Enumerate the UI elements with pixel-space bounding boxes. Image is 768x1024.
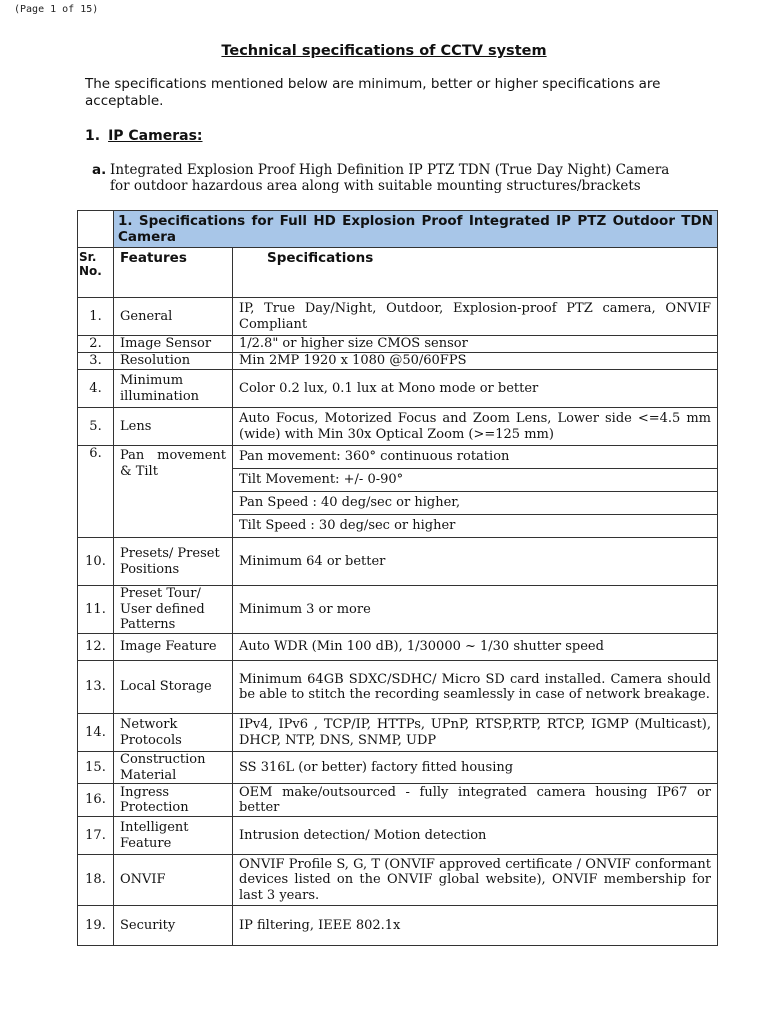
row-feature: Image Feature — [114, 634, 233, 661]
table-row — [78, 370, 718, 408]
table-row — [78, 538, 718, 586]
row-spec: Min 2MP 1920 x 1080 @50/60FPS — [233, 353, 718, 370]
table-row — [78, 855, 718, 906]
row-number: 13. — [78, 661, 114, 714]
row-feature: Security — [114, 906, 233, 946]
row-spec: Intrusion detection/ Motion detection — [233, 817, 718, 855]
row-feature: Network Protocols — [114, 714, 233, 752]
row-feature: Local Storage — [114, 661, 233, 714]
row-feature: Resolution — [114, 353, 233, 370]
column-header-row — [78, 248, 718, 298]
sub-item-line1: Integrated Explosion Proof High Definition IP PTZ TDN (True Day Night) Camera — [110, 162, 670, 178]
row-spec: 1/2.8" or higher size CMOS sensor — [233, 336, 718, 353]
table-title-cell — [114, 211, 718, 248]
table-row — [78, 353, 718, 370]
row-spec: IP, True Day/Night, Outdoor, Explosion-proof PTZ camera, ONVIF Compliant — [233, 298, 718, 336]
row-spec: Pan Speed : 40 deg/sec or higher, — [233, 492, 718, 515]
row-spec: Auto WDR (Min 100 dB), 1/30000 ~ 1/30 shutter speed — [233, 634, 718, 661]
section-heading — [85, 128, 203, 144]
row-spec: Minimum 64GB SDXC/SDHC/ Micro SD card installed. Camera should be able to stitch the recording seamlessly in case of network breakage. — [233, 661, 718, 714]
row-spec: Auto Focus, Motorized Focus and Zoom Lens, Lower side <=4.5 mm (wide) with Min 30x Optical Zoom (>=125 mm) — [233, 408, 718, 446]
table-row — [78, 714, 718, 752]
row-number: 18. — [78, 855, 114, 906]
section-title: IP Cameras: — [108, 128, 203, 144]
section-number: 1. — [85, 128, 101, 144]
row-feature: ONVIF — [114, 855, 233, 906]
spec-table — [77, 210, 718, 946]
table-title-number: 1. — [118, 213, 133, 229]
table-row — [78, 298, 718, 336]
col-header-sno: Sr. No. — [78, 248, 114, 298]
row-number: 6. — [78, 446, 114, 538]
row-feature: Minimum illumination — [114, 370, 233, 408]
row-feature: Intelligent Feature — [114, 817, 233, 855]
col-header-specifications: Specifications — [233, 248, 718, 298]
table-row — [78, 817, 718, 855]
row-feature: Image Sensor — [114, 336, 233, 353]
row-spec: OEM make/outsourced - fully integrated camera housing IP67 or better — [233, 784, 718, 817]
row-number: 16. — [78, 784, 114, 817]
table-row — [78, 752, 718, 784]
sub-item-marker: a. — [92, 162, 107, 178]
table-row — [78, 586, 718, 634]
row-spec: Color 0.2 lux, 0.1 lux at Mono mode or better — [233, 370, 718, 408]
col-header-features: Features — [114, 248, 233, 298]
page-marker: (Page 1 of 15) — [14, 4, 99, 15]
row-feature: Construction Material — [114, 752, 233, 784]
row-feature: Pan movement & Tilt — [114, 446, 233, 538]
table-row — [78, 408, 718, 446]
sub-item-line2: for outdoor hazardous area along with suitable mounting structures/brackets — [110, 178, 641, 194]
row-spec: Tilt Movement: +/- 0-90° — [233, 469, 718, 492]
row-spec: SS 316L (or better) factory fitted housing — [233, 752, 718, 784]
row-spec: IPv4, IPv6 , TCP/IP, HTTPs, UPnP, RTSP,RTP, RTCP, IGMP (Multicast), DHCP, NTP, DNS, SNMP, UDP — [233, 714, 718, 752]
row-number: 12. — [78, 634, 114, 661]
row-number: 2. — [78, 336, 114, 353]
table-row — [78, 336, 718, 353]
row-spec: Minimum 3 or more — [233, 586, 718, 634]
row-feature: Lens — [114, 408, 233, 446]
table-row — [78, 446, 718, 469]
row-number: 19. — [78, 906, 114, 946]
row-number: 1. — [78, 298, 114, 336]
table-row — [78, 634, 718, 661]
row-feature: Ingress Protection — [114, 784, 233, 817]
row-number: 14. — [78, 714, 114, 752]
row-spec: Minimum 64 or better — [233, 538, 718, 586]
row-number: 15. — [78, 752, 114, 784]
row-number: 10. — [78, 538, 114, 586]
table-title-row — [78, 211, 718, 248]
row-number: 17. — [78, 817, 114, 855]
table-row — [78, 784, 718, 817]
document-title: Technical specifications of CCTV system — [221, 43, 547, 59]
row-feature: Presets/ Preset Positions — [114, 538, 233, 586]
table-title: Specifications for Full HD Explosion Proof Integrated IP PTZ Outdoor TDN Camera — [118, 213, 714, 245]
row-number: 5. — [78, 408, 114, 446]
row-spec: ONVIF Profile S, G, T (ONVIF approved certificate / ONVIF conformant devices listed on the ONVIF global website), ONVIF membership for last 3 years. — [233, 855, 718, 906]
row-number: 3. — [78, 353, 114, 370]
table-row — [78, 906, 718, 946]
row-spec: Tilt Speed : 30 deg/sec or higher — [233, 515, 718, 538]
row-number: 11. — [78, 586, 114, 634]
intro-paragraph: The specifications mentioned below are minimum, better or higher specifications are acceptable. — [85, 76, 661, 109]
row-feature: Preset Tour/ User defined Patterns — [114, 586, 233, 634]
row-spec: IP filtering, IEEE 802.1x — [233, 906, 718, 946]
row-number: 4. — [78, 370, 114, 408]
row-spec: Pan movement: 360° continuous rotation — [233, 446, 718, 469]
table-row — [78, 661, 718, 714]
row-feature: General — [114, 298, 233, 336]
sub-item — [92, 162, 722, 194]
table-title-spacer — [78, 211, 114, 248]
